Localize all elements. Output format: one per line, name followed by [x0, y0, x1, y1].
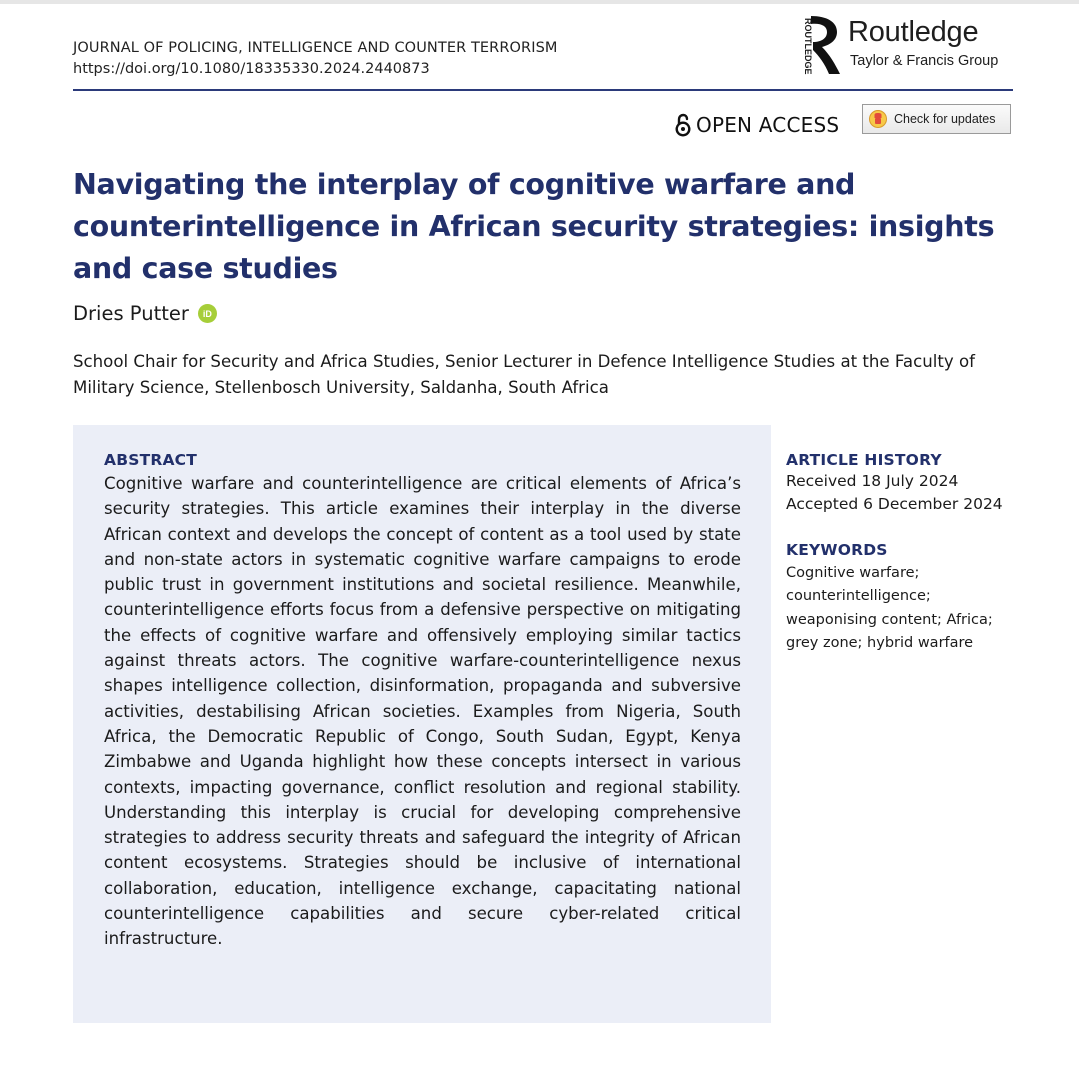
- publisher-group: Taylor & Francis Group: [850, 53, 999, 69]
- abstract-text: Cognitive warfare and counterintelligence are critical elements of Africa’s security strategies. This article examines their interplay in the diverse African context and develops the concept of content as a tool used by state and non-state actors in systematic cognitive warfare campaigns to erode public trust in government institutions and societal resilience. Meanwhile, counterintelligence efforts focus from a defensive perspective on mitigating the effects of cognitive warfare and offensively employing similar tactics against threats actors. The cognitive warfare-counterintelligence nexus shapes intelligence collection, disinformation, propaganda and subversive activities, destabilising African societies. Examples from Nigeria, South Africa, the Democratic Republic of Congo, South Sudan, Egypt, Kenya Zimbabwe and Uganda highlight how these concepts intersect in various contexts, impacting governance, conflict resolution and regional stability. Understanding this interplay is crucial for developing comprehensive strategies to address security threats and safeguard the integrity of African content ecosystems. Strategies should be inclusive of international collaboration, education, intelligence exchange, capacitating national counterintelligence capabilities and secure cyber-related critical infrastructure.: [104, 474, 741, 949]
- svg-text:ROUTLEDGE: ROUTLEDGE: [803, 18, 813, 75]
- keywords-list: Cognitive warfare; counterintelligence; weaponising content; Africa; grey zone; hybrid warfare: [786, 565, 993, 651]
- check-for-updates-icon: [868, 109, 888, 129]
- publisher-logo: [795, 14, 1015, 78]
- keywords-heading: KEYWORDS: [786, 541, 888, 559]
- publisher-brand: Routledge: [848, 16, 979, 48]
- author-affiliation: School Chair for Security and Africa Studies, Senior Lecturer in Defence Intelligence Studies at the Faculty of Military Science, Stellenbosch University, Saldanha, South Africa: [73, 352, 975, 397]
- orcid-icon[interactable]: iD: [198, 304, 217, 323]
- journal-name: JOURNAL OF POLICING, INTELLIGENCE AND COUNTER TERRORISM: [73, 40, 558, 56]
- article-title: Navigating the interplay of cognitive warfare and counterintelligence in African security strategies: insights and case studies: [73, 168, 995, 285]
- publisher-vertical-text: [795, 16, 813, 76]
- open-access-lock-icon: [674, 113, 692, 137]
- doi-link[interactable]: https://doi.org/10.1080/18335330.2024.2440873: [73, 61, 430, 77]
- article-history-heading: ARTICLE HISTORY: [786, 451, 942, 469]
- open-access-text: OPEN ACCESS: [696, 113, 840, 137]
- abstract-heading: ABSTRACT: [104, 451, 198, 469]
- check-for-updates-label: Check for updates: [894, 112, 996, 126]
- open-access-label: [674, 112, 839, 138]
- received-date: Received 18 July 2024: [786, 472, 959, 490]
- accepted-date: Accepted 6 December 2024: [786, 495, 1003, 513]
- journal-header: [73, 38, 558, 80]
- top-border: [0, 0, 1079, 4]
- routledge-mark-icon: [807, 14, 841, 76]
- author-line: [73, 302, 217, 325]
- header-rule: [73, 89, 1013, 91]
- author-name[interactable]: Dries Putter: [73, 302, 189, 325]
- check-for-updates-button[interactable]: [862, 104, 1011, 134]
